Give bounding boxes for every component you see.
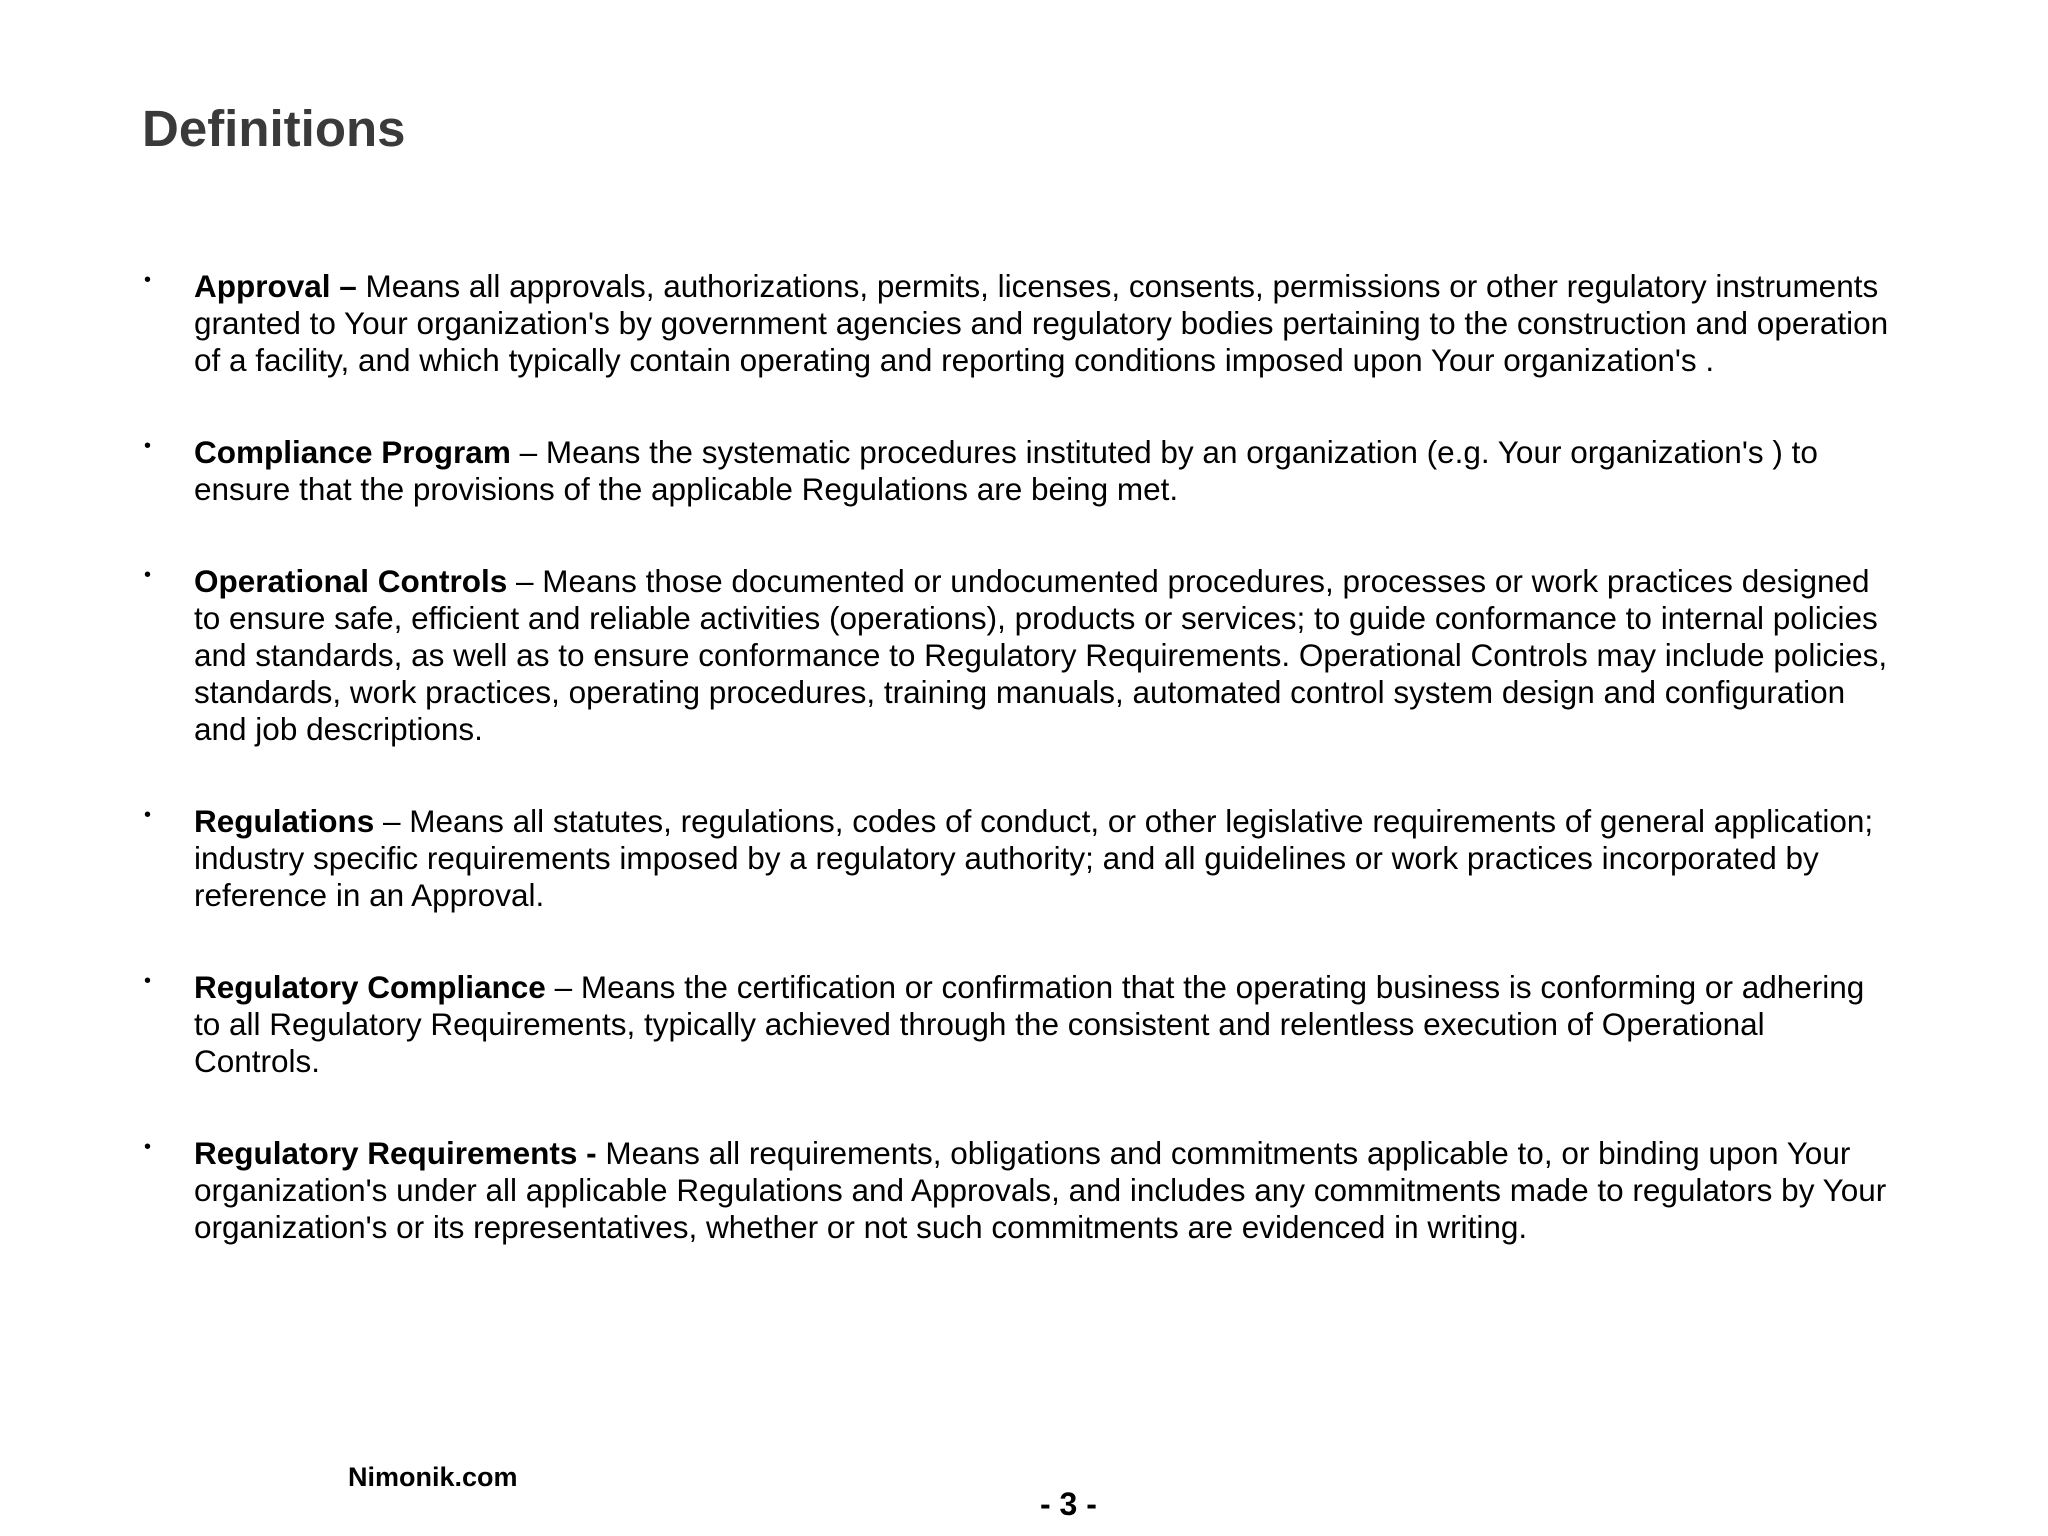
definition-compliance-program	[142, 434, 1892, 508]
definition-approval	[142, 268, 1892, 379]
definition-text: – Means the systematic procedures instituted by an organization (e.g. Your organization's ) to ensure that the provisions of the applicable Regulations are being met.	[194, 434, 1818, 507]
definition-term: Regulatory Compliance	[194, 969, 546, 1005]
bullet-icon: •	[144, 804, 152, 826]
definition-text: Means all requirements, obligations and commitments applicable to, or binding upon Your organization's under all applicable Regulations and Approvals, and includes any commitments made to regulators by Your organization's or its representatives, whether or not such commitments are evidenced in writing.	[194, 1135, 1887, 1245]
footer-brand: Nimonik.com	[348, 1462, 518, 1492]
definition-term: Regulations	[194, 803, 375, 839]
definition-regulatory-requirements	[142, 1135, 1892, 1246]
definition-term: Compliance Program	[194, 434, 511, 470]
definition-text: – Means the certification or confirmation that the operating business is conforming or adhering to all Regulatory Requirements, typically achieved through the consistent and relentless execution of Operational Controls.	[194, 969, 1865, 1079]
definition-text: – Means all statutes, regulations, codes of conduct, or other legislative requirements of general application; industry specific requirements imposed by a regulatory authority; and all guidelines or work practices incorporated by reference in an Approval.	[194, 803, 1874, 913]
bullet-icon: •	[144, 435, 152, 457]
bullet-icon: •	[144, 564, 152, 586]
definitions-list	[142, 268, 1892, 1246]
definition-term: Operational Controls	[194, 563, 508, 599]
page-title: Definitions	[142, 100, 406, 157]
definition-text: Means all approvals, authorizations, permits, licenses, consents, permissions or other regulatory instruments granted to Your organization's by government agencies and regulatory bodies pertaining to the construction and operation of a facility, and which typically contain operating and reporting conditions imposed upon Your organization's .	[194, 268, 1889, 378]
definition-term: Regulatory Requirements -	[194, 1135, 597, 1171]
definition-operational-controls	[142, 563, 1892, 748]
bullet-icon: •	[144, 970, 152, 992]
definition-regulatory-compliance	[142, 969, 1892, 1080]
bullet-icon: •	[144, 269, 152, 291]
page-number: - 3 -	[1040, 1486, 1097, 1522]
definition-regulations	[142, 803, 1892, 914]
definition-term: Approval –	[194, 268, 357, 304]
definition-text: – Means those documented or undocumented procedures, processes or work practices designed to ensure safe, efficient and reliable activities (operations), products or services; to guide conformance to internal policies and standards, as well as to ensure conformance to Regulatory Requirements. Operational Controls may include policies, standards, work practices, operating procedures, training manuals, automated control system design and configuration and job descriptions.	[194, 563, 1888, 747]
bullet-icon: •	[144, 1136, 152, 1158]
